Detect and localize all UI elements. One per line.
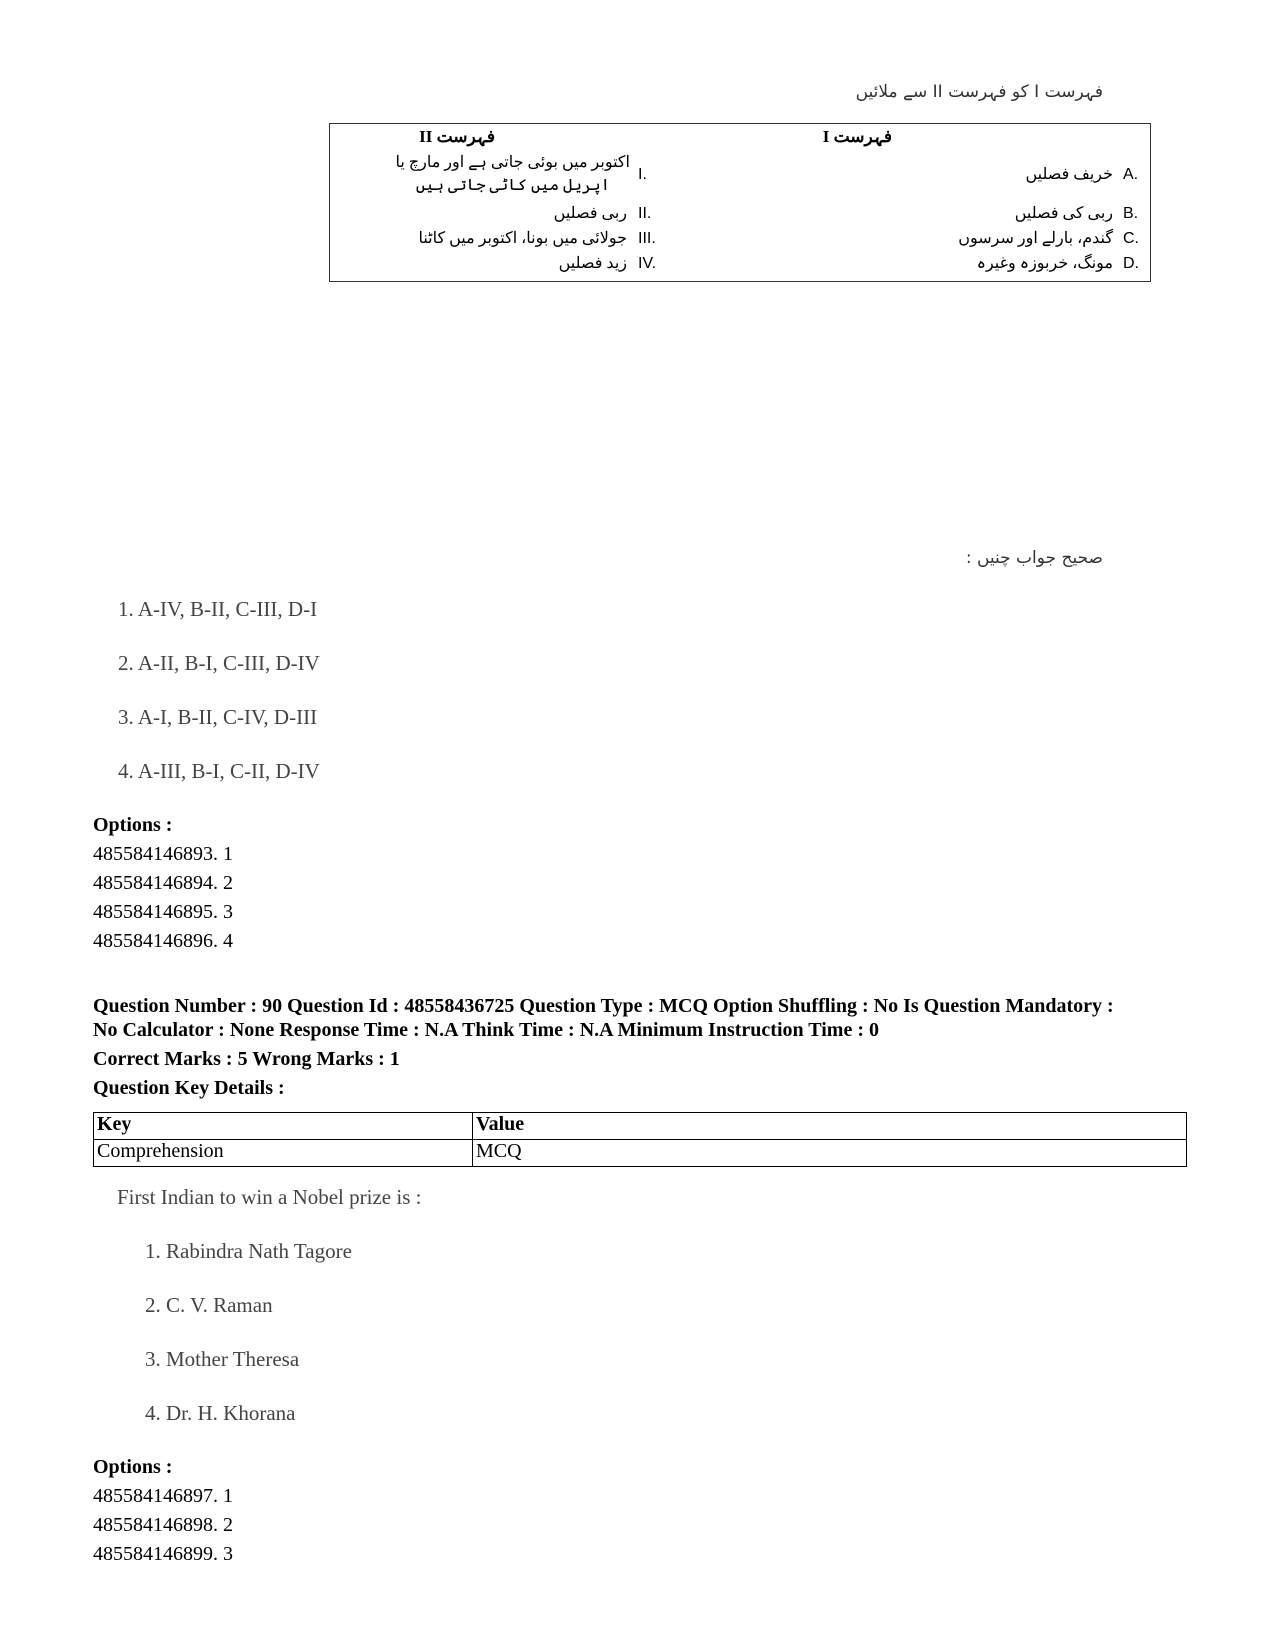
list1-mark: C. bbox=[1123, 230, 1139, 247]
list1-mark: B. bbox=[1123, 205, 1139, 222]
choose-prompt: صحیح جواب چنیں : bbox=[965, 548, 1103, 568]
urdu-instruction: فہرست I کو فہرست II سے ملائیں bbox=[855, 82, 1103, 102]
table-header-row bbox=[94, 1113, 1187, 1140]
key-details-table bbox=[93, 1112, 1187, 1167]
options-label: Options : bbox=[93, 1456, 173, 1478]
option-id: 485584146899. 3 bbox=[93, 1543, 233, 1565]
option-id: 485584146896. 4 bbox=[93, 930, 233, 952]
list2-text: اکتوبر میں بوئی جاتی ہے اور مارچ یا bbox=[395, 154, 630, 171]
options-label: Options : bbox=[93, 814, 173, 836]
option-id: 485584146895. 3 bbox=[93, 901, 233, 923]
table-cell-key: Comprehension bbox=[94, 1140, 473, 1167]
list2-header: فہرست II bbox=[419, 127, 495, 146]
list1-mark: A. bbox=[1123, 166, 1139, 183]
list2-mark: III. bbox=[638, 230, 656, 247]
answer-choice: 2. C. V. Raman bbox=[145, 1293, 273, 1317]
answer-choice: 3. A-I, B-II, C-IV, D-III bbox=[118, 705, 318, 729]
match-table bbox=[329, 123, 1151, 282]
option-id: 485584146897. 1 bbox=[93, 1485, 233, 1507]
table-header-value: Value bbox=[473, 1113, 1187, 1140]
list2-text: جولائی میں بونا، اکتوبر میں کاٹنا bbox=[418, 230, 627, 247]
list2-text: ربی فصلیں bbox=[553, 205, 627, 222]
answer-choice: 4. Dr. H. Khorana bbox=[145, 1401, 296, 1425]
list2-text: زید فصلیں bbox=[558, 255, 627, 272]
list1-header: فہرست I bbox=[822, 127, 892, 146]
list1-text: گندم، بارلے اور سرسوں bbox=[958, 230, 1113, 247]
question-meta-line1: Question Number : 90 Question Id : 48558436725 Question Type : MCQ Option Shuffling : No Is Question Mandatory : bbox=[93, 995, 1114, 1017]
table-header-key: Key bbox=[94, 1113, 473, 1140]
answer-choice: 3. Mother Theresa bbox=[145, 1347, 300, 1371]
list2-text-cont: اپریل میں کاٹی جاتی ہیں bbox=[415, 177, 610, 194]
list2-mark: I. bbox=[638, 166, 647, 183]
question-prompt: First Indian to win a Nobel prize is : bbox=[117, 1185, 422, 1209]
marks-line: Correct Marks : 5 Wrong Marks : 1 bbox=[93, 1048, 400, 1070]
option-id: 485584146894. 2 bbox=[93, 872, 233, 894]
answer-choice: 4. A-III, B-I, C-II, D-IV bbox=[118, 759, 320, 783]
answer-choice: 2. A-II, B-I, C-III, D-IV bbox=[118, 651, 320, 675]
list1-text: ربی کی فصلیں bbox=[1014, 205, 1113, 222]
option-id: 485584146893. 1 bbox=[93, 843, 233, 865]
list2-mark: II. bbox=[638, 205, 652, 222]
list1-text: خریف فصلیں bbox=[1025, 166, 1113, 183]
table-cell-value: MCQ bbox=[473, 1140, 1187, 1167]
answer-choice: 1. Rabindra Nath Tagore bbox=[145, 1239, 352, 1263]
list2-mark: IV. bbox=[638, 255, 657, 272]
table-row bbox=[94, 1140, 1187, 1167]
list1-mark: D. bbox=[1123, 255, 1139, 272]
answer-choice: 1. A-IV, B-II, C-III, D-I bbox=[118, 597, 318, 621]
list1-text: مونگ، خربوزہ وغیرہ bbox=[976, 255, 1113, 272]
key-details-label: Question Key Details : bbox=[93, 1077, 285, 1099]
question-meta-line2: No Calculator : None Response Time : N.A Think Time : N.A Minimum Instruction Time : 0 bbox=[93, 1019, 879, 1041]
option-id: 485584146898. 2 bbox=[93, 1514, 233, 1536]
